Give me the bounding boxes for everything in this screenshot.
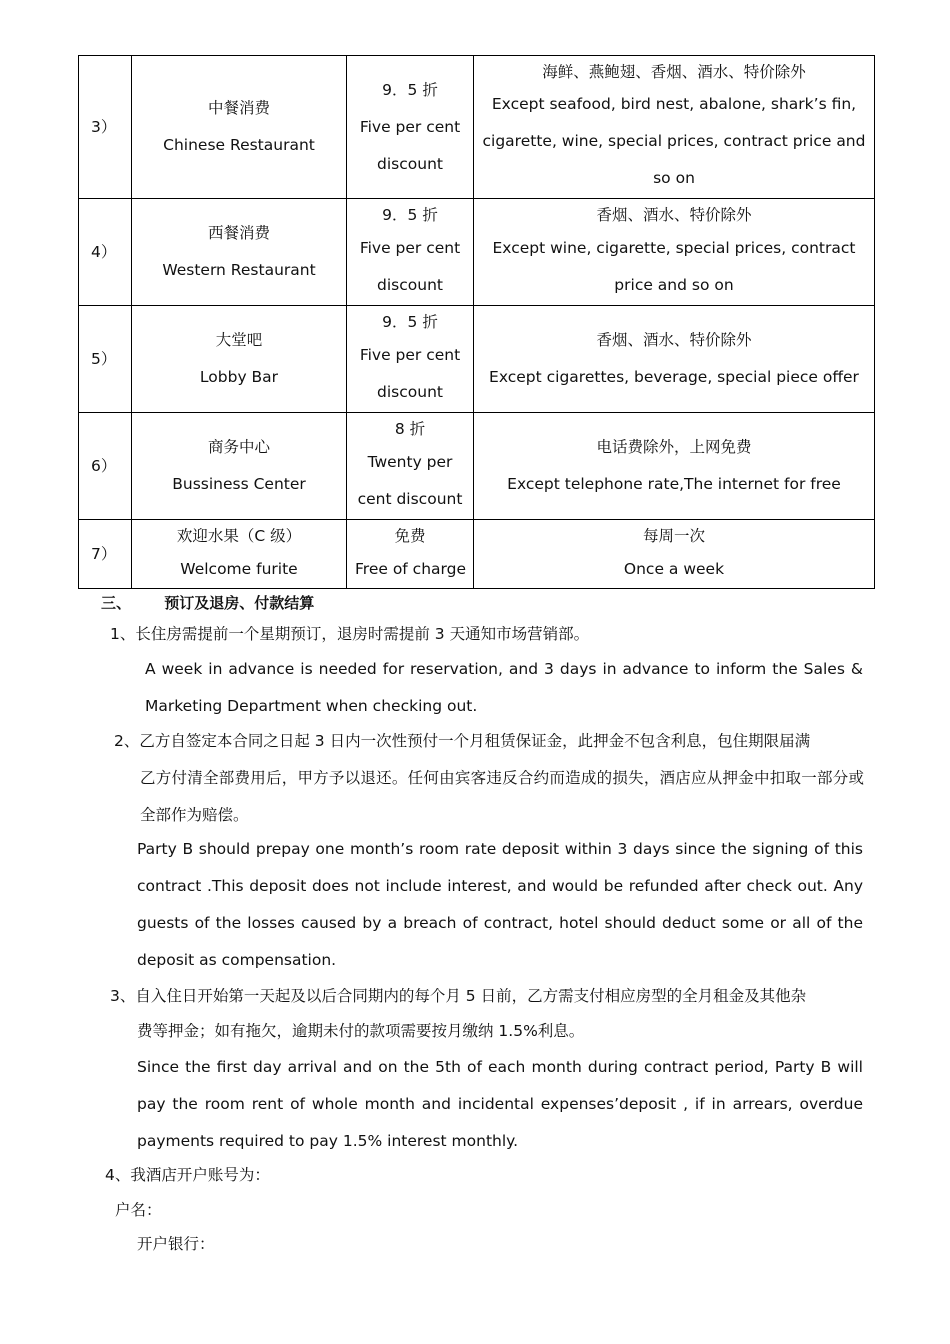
discount-en: discount xyxy=(377,383,443,401)
exclusion-cell xyxy=(474,413,875,520)
discount-en: discount xyxy=(377,276,443,294)
discount-en: Five per cent xyxy=(359,346,461,364)
item-3-cn-first xyxy=(110,978,870,1015)
venue-en: Western Restaurant xyxy=(162,261,316,279)
section-title: 预订及退房、付款结算 xyxy=(164,594,315,612)
item-number: 1、 xyxy=(110,625,136,643)
bank-label: 开户银行： xyxy=(137,1235,215,1253)
discount-en: Twenty per xyxy=(367,453,453,471)
venue-cn: 欢迎水果（C 级） xyxy=(176,526,302,545)
venue-cn: 中餐消费 xyxy=(207,99,270,117)
exclusion-en: Except seafood, bird nest, abalone, shark’s fin, cigarette, wine, special prices, contract price and so on xyxy=(482,94,866,187)
table-row xyxy=(79,306,875,413)
venue-cn: 西餐消费 xyxy=(207,224,270,242)
discount-en: cent discount xyxy=(357,490,463,508)
exclusion-cell xyxy=(474,306,875,413)
discount-cell xyxy=(347,306,474,413)
venue-cell xyxy=(132,413,347,520)
discount-en: Five per cent xyxy=(359,239,461,257)
discount-rate: 免费 xyxy=(394,526,426,545)
exclusion-cn: 香烟、酒水、特价除外 xyxy=(596,206,752,224)
item-text: 自入住日开始第一天起及以后合同期内的每个月 5 日前，乙方需支付相应房型的全月租金及其他杂 xyxy=(135,987,807,1005)
row-number: 6） xyxy=(79,413,132,520)
item-number: 3、 xyxy=(110,987,136,1005)
section-number: 三、 xyxy=(101,594,132,612)
discount-cell xyxy=(347,56,474,199)
exclusion-en: Except wine, cigarette, special prices, contract price and so on xyxy=(492,239,856,294)
discount-rate: 9．5 折 xyxy=(382,313,438,331)
exclusion-cell xyxy=(474,199,875,306)
exclusion-en: Except cigarettes, beverage, special piece offer xyxy=(489,368,859,386)
item-text: 长住房需提前一个星期预订，退房时需提前 3 天通知市场营销部。 xyxy=(135,625,590,643)
exclusion-en: Once a week xyxy=(623,559,725,578)
item-3-cn-rest: 费等押金；如有拖欠，逾期未付的款项需要按月缴纳 1.5%利息。 xyxy=(137,1022,585,1040)
venue-cell xyxy=(132,199,347,306)
venue-cell xyxy=(132,520,347,589)
venue-cell xyxy=(132,306,347,413)
venue-en: Chinese Restaurant xyxy=(163,136,315,154)
exclusion-cn: 每周一次 xyxy=(642,526,705,545)
table-row xyxy=(79,199,875,306)
discount-rate: 8 折 xyxy=(394,420,426,438)
row-number: 7） xyxy=(79,520,132,589)
discount-rate: 9．5 折 xyxy=(382,80,438,99)
discount-rate: 9．5 折 xyxy=(382,206,438,224)
section-heading xyxy=(101,592,314,613)
table-row xyxy=(79,520,875,589)
exclusion-en: Except telephone rate,The internet for free xyxy=(507,475,841,493)
venue-cn: 大堂吧 xyxy=(215,331,263,349)
row-number: 5） xyxy=(79,306,132,413)
item-number: 2、 xyxy=(114,732,140,750)
table-row xyxy=(79,56,875,199)
item-2-cn-first xyxy=(114,723,874,760)
exclusion-cell xyxy=(474,520,875,589)
venue-cell xyxy=(132,56,347,199)
discount-en: Five per cent xyxy=(359,117,461,136)
discount-cell xyxy=(347,520,474,589)
item-3-en: Since the first day arrival and on the 5th of each month during contract period, Party B will pay the room rent of whole month and incidental expenses’deposit , if in arrears, overdue payments required to pay 1.5% interest monthly. xyxy=(137,1058,863,1150)
item-4: 4、我酒店开户账号为： xyxy=(105,1166,270,1184)
item-text: 乙方自签定本合同之日起 3 日内一次性预付一个月租赁保证金，此押金不包含利息，包住期限届满 xyxy=(139,732,811,750)
discount-en: discount xyxy=(377,154,443,173)
table-row xyxy=(79,413,875,520)
venue-en: Bussiness Center xyxy=(172,475,306,493)
venue-cn: 商务中心 xyxy=(207,438,270,456)
discount-table xyxy=(78,55,875,589)
venue-en: Lobby Bar xyxy=(199,368,279,386)
row-number: 3） xyxy=(79,56,132,199)
item-2-cn-rest: 乙方付清全部费用后，甲方予以退还。任何由宾客违反合约而造成的损失，酒店应从押金中扣取一部分或全部作为赔偿。 xyxy=(140,769,864,824)
exclusion-cell xyxy=(474,56,875,199)
exclusion-cn: 海鲜、燕鲍翅、香烟、酒水、特价除外 xyxy=(542,62,806,81)
item-2-en: Party B should prepay one month’s room rate deposit within 3 days since the signing of this contract .This deposit does not include interest, and would be refunded after check out. Any guests of the losses caused by a breach of contract, hotel should deduct some or all of the deposit as compensation. xyxy=(137,840,863,969)
discount-cell xyxy=(347,413,474,520)
exclusion-cn: 电话费除外，上网免费 xyxy=(596,438,752,456)
row-number: 4） xyxy=(79,199,132,306)
account-name-label: 户名： xyxy=(115,1201,162,1219)
discount-cell xyxy=(347,199,474,306)
item-1-en: A week in advance is needed for reservation, and 3 days in advance to inform the Sales & Marketing Department when checking out. xyxy=(145,660,863,715)
venue-en: Welcome furite xyxy=(180,559,298,578)
exclusion-cn: 香烟、酒水、特价除外 xyxy=(596,331,752,349)
item-1-cn xyxy=(110,616,870,653)
discount-en: Free of charge xyxy=(355,559,467,578)
